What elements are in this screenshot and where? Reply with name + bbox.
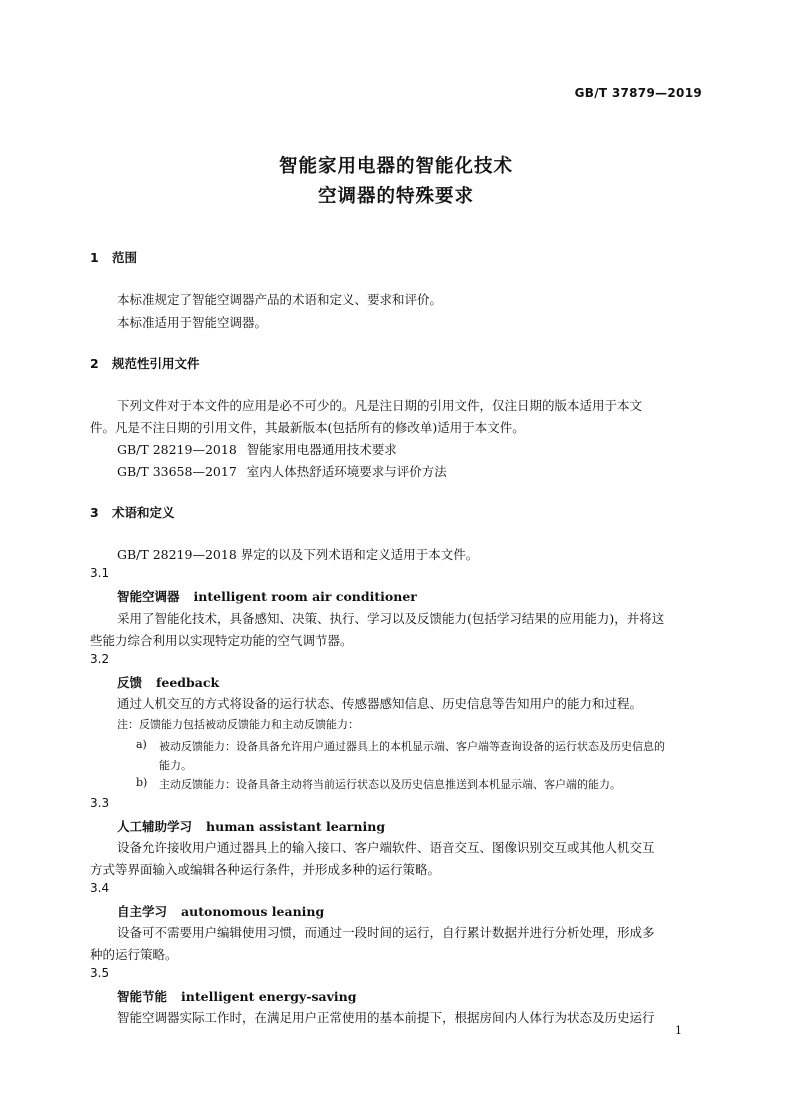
term-heading [117,817,385,835]
section-number: 3 [90,505,99,520]
term-zh: 人工辅助学习 [117,819,193,834]
section-3-heading [90,503,175,521]
term-number: 3.1 [90,566,110,580]
paragraph: 本标准适用于智能空调器。 [117,315,268,330]
term-en: intelligent room air conditioner [193,589,417,604]
section-number: 1 [90,250,99,265]
paragraph: 件。凡是不注日期的引用文件，其最新版本(包括所有的修改单)适用于本文件。 [90,420,525,435]
definition-text: 种的运行策略。 [90,947,178,962]
term-zh: 反馈 [117,675,143,690]
term-en: human assistant learning [206,819,386,834]
term-heading [117,587,417,605]
term-number: 3.3 [90,796,110,810]
reference-item [117,462,447,480]
definition-text: 设备可不需要用户编辑使用习惯，而通过一段时间的运行，自行累计数据并进行分析处理，形成多 [117,925,655,940]
term-en: autonomous leaning [181,904,325,919]
reference-code: GB/T 33658—2017 [117,464,237,479]
term-zh: 自主学习 [117,904,168,919]
standard-number: GB/T 37879—2019 [574,86,702,100]
term-number: 3.5 [90,966,110,980]
list-label: b) [136,776,148,789]
document-title-line2: 空调器的特殊要求 [317,186,474,207]
section-title: 规范性引用文件 [112,356,200,371]
paragraph: 下列文件对于本文件的应用是必不可少的。凡是注日期的引用文件，仅注日期的版本适用于本文 [117,398,643,413]
reference-title: 室内人体热舒适环境要求与评价方法 [246,464,447,479]
list-label: a) [136,738,147,751]
term-number: 3.2 [90,652,110,666]
definition-text: 设备允许接收用户通过器具上的输入接口、客户端软件、语音交互、图像识别交互或其他人机交互 [117,840,655,855]
paragraph: 本标准规定了智能空调器产品的术语和定义、要求和评价。 [117,292,443,307]
section-1-heading [90,248,137,266]
reference-title: 智能家用电器通用技术要求 [246,442,397,457]
definition-text: 智能空调器实际工作时，在满足用户正常使用的基本前提下，根据房间内人体行为状态及历史运行 [117,1010,655,1025]
term-heading [117,987,356,1005]
definition-text: 采用了智能化技术，具备感知、决策、执行、学习以及反馈能力(包括学习结果的应用能力)，并将这 [117,611,665,626]
term-en: feedback [156,675,220,690]
section-2-heading [90,354,200,372]
section-number: 2 [90,356,99,371]
paragraph: GB/T 28219—2018 界定的以及下列术语和定义适用于本文件。 [117,547,479,562]
list-item-text: 能力。 [159,759,192,772]
list-item-text: 被动反馈能力：设备具备允许用户通过器具上的本机显示端、客户端等查询设备的运行状态及历史信息的 [159,740,665,753]
section-title: 范围 [112,250,138,265]
term-zh: 智能节能 [117,989,168,1004]
term-number: 3.4 [90,881,110,895]
reference-item [117,440,397,458]
definition-text: 通过人机交互的方式将设备的运行状态、传感器感知信息、历史信息等告知用户的能力和过程。 [117,696,643,711]
definition-text: 些能力综合利用以实现特定功能的空气调节器。 [90,633,353,648]
section-title: 术语和定义 [112,505,175,520]
page-number: 1 [675,1024,682,1037]
note: 注：反馈能力包括被动反馈能力和主动反馈能力： [117,718,359,731]
document-title-line1: 智能家用电器的智能化技术 [278,156,513,177]
term-heading [117,673,219,691]
definition-text: 方式等界面输入或编辑各种运行条件，并形成多种的运行策略。 [90,862,441,877]
term-zh: 智能空调器 [117,589,180,604]
term-heading [117,902,324,920]
reference-code: GB/T 28219—2018 [117,442,237,457]
list-item-text: 主动反馈能力：设备具备主动将当前运行状态以及历史信息推送到本机显示端、客户端的能力。 [159,778,621,791]
term-en: intelligent energy-saving [181,989,357,1004]
